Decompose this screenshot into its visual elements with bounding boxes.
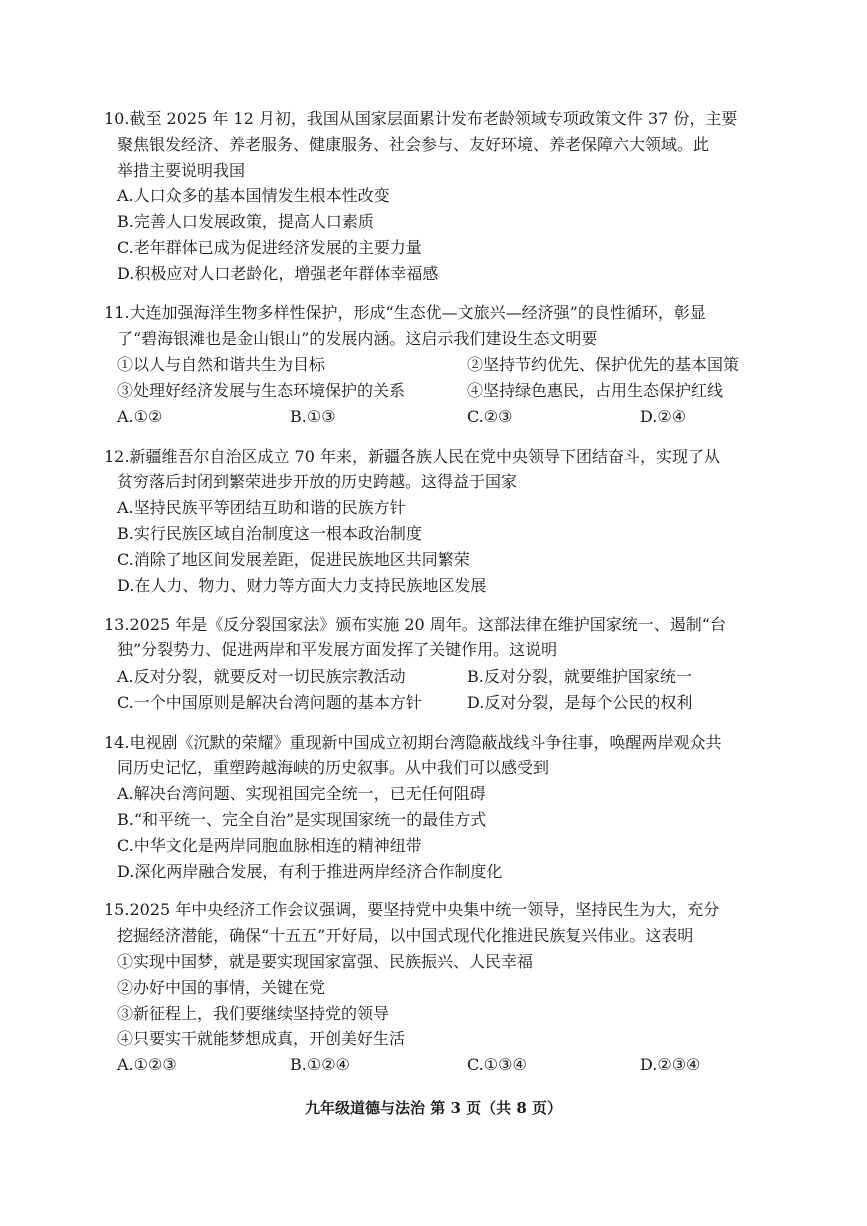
option-a: A.解决台湾问题、实现祖国完全统一，已无任何阻碍 — [117, 784, 486, 803]
question-stem-line: 贫穷落后封闭到繁荣进步开放的历史跨越。这得益于国家 — [117, 472, 518, 491]
option-c: C.①③④ — [467, 1055, 527, 1074]
question-number: 14.电视剧《沉默的荣耀》重现新中国成立初期台湾隐蔽战线斗争往事，唤醒两岸观众共 — [104, 733, 722, 752]
question-number: 15.2025 年中央经济工作会议强调，要坚持党中央集中统一领导，坚持民生为大，充分 — [104, 900, 720, 919]
question-number: 12.新疆维吾尔自治区成立 70 年来，新疆各族人民在党中央领导下团结奋斗，实现了从 — [104, 447, 720, 466]
statement-3: ③新征程上，我们要继续坚持党的领导 — [117, 1004, 390, 1023]
question-stem-line: 举措主要说明我国 — [117, 161, 246, 180]
question-number: 10.截至 2025 年 12 月初，我国从国家层面累计发布老龄领域专项政策文件 37 份，主要 — [104, 109, 738, 128]
option-c: C.老年群体已成为促进经济发展的主要力量 — [117, 238, 422, 257]
statement-4: ④坚持绿色惠民，占用生态保护红线 — [467, 381, 724, 400]
question-stem-line: 同历史记忆，重塑跨越海峡的历史叙事。从中我们可以感受到 — [117, 758, 550, 777]
option-c: C.②③ — [467, 407, 513, 426]
option-b: B.①③ — [290, 407, 336, 426]
option-a: A.反对分裂，就要反对一切民族宗教活动 — [117, 667, 406, 686]
page-footer: 九年级道德与法治 第 3 页（共 8 页） — [305, 1099, 562, 1117]
question-stem-line: 了“碧海银滩也是金山银山”的发展内涵。这启示我们建设生态文明要 — [117, 329, 598, 348]
option-a: A.人口众多的基本国情发生根本性改变 — [117, 186, 390, 205]
statement-3: ③处理好经济发展与生态环境保护的关系 — [117, 381, 406, 400]
question-stem-line: 独”分裂势力、促进两岸和平发展方面发挥了关键作用。这说明 — [117, 640, 558, 659]
question-number: 13.2025 年是《反分裂国家法》颁布实施 20 周年。这部法律在维护国家统一、遏制“台 — [104, 615, 726, 634]
statement-2: ②办好中国的事情，关键在党 — [117, 978, 326, 997]
question-stem-line: 聚焦银发经济、养老服务、健康服务、社会参与、友好环境、养老保障六大领域。此 — [117, 135, 710, 154]
statement-2: ②坚持节约优先、保护优先的基本国策 — [467, 355, 740, 374]
option-c: C.消除了地区间发展差距，促进民族地区共同繁荣 — [117, 550, 470, 569]
option-b: B.实行民族区域自治制度这一根本政治制度 — [117, 524, 422, 543]
option-d: D.②③④ — [640, 1055, 701, 1074]
option-b: B.反对分裂，就要维护国家统一 — [467, 667, 692, 686]
option-a: A.①② — [117, 407, 163, 426]
option-d: D.反对分裂，是每个公民的权利 — [467, 693, 693, 712]
option-d: D.在人力、物力、财力等方面大力支持民族地区发展 — [117, 576, 487, 595]
option-b: B.完善人口发展政策，提高人口素质 — [117, 212, 374, 231]
option-c: C.中华文化是两岸同胞血脉相连的精神纽带 — [117, 836, 422, 855]
option-d: D.积极应对人口老龄化，增强老年群体幸福感 — [117, 264, 439, 283]
statement-4: ④只要实干就能梦想成真，开创美好生活 — [117, 1029, 406, 1048]
option-c: C.一个中国原则是解决台湾问题的基本方针 — [117, 693, 422, 712]
option-a: A.坚持民族平等团结互助和谐的民族方针 — [117, 498, 406, 517]
option-a: A.①②③ — [117, 1055, 177, 1074]
option-d: D.深化两岸融合发展，有利于推进两岸经济合作制度化 — [117, 862, 503, 881]
option-d: D.②④ — [640, 407, 687, 426]
option-b: B.“和平统一、完全自治”是实现国家统一的最佳方式 — [117, 810, 487, 829]
statement-1: ①以人与自然和谐共生为目标 — [117, 355, 326, 374]
question-stem-line: 挖掘经济潜能，确保“十五五”开好局，以中国式现代化推进民族复兴伟业。这表明 — [117, 926, 694, 945]
question-number: 11.大连加强海洋生物多样性保护，形成“生态优—文旅兴—经济强”的良性循环，彰显 — [104, 303, 706, 322]
statement-1: ①实现中国梦，就是要实现国家富强、民族振兴、人民幸福 — [117, 952, 534, 971]
option-b: B.①②④ — [290, 1055, 350, 1074]
